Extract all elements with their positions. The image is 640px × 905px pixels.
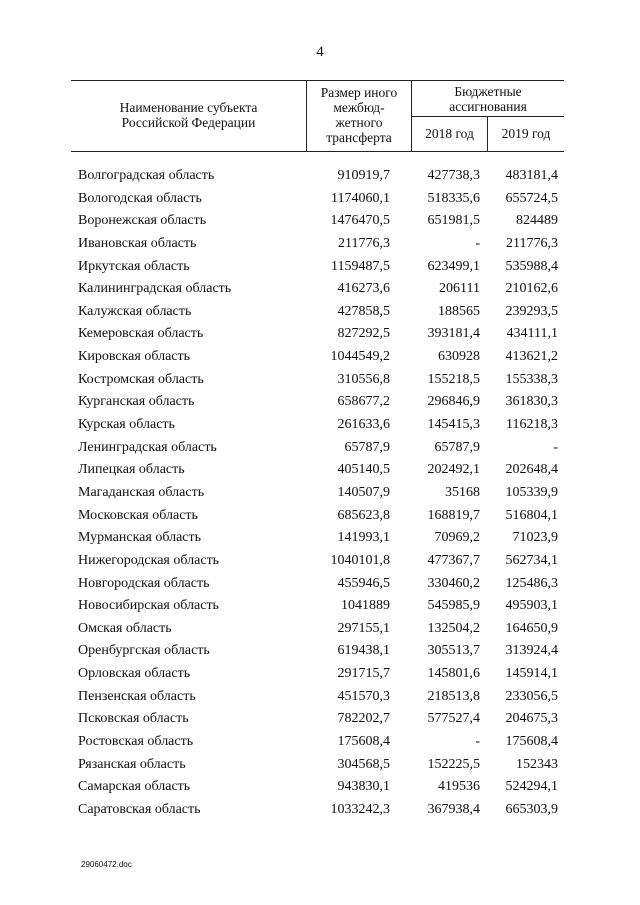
header-transfer-size (307, 85, 411, 145)
transfer-size-cell: 1174060,1 (331, 190, 390, 206)
allocation-2019-cell: 155338,3 (505, 371, 558, 387)
allocation-2018-cell: 623499,1 (427, 258, 480, 274)
table-row (0, 391, 640, 414)
allocation-2019-cell: 361830,3 (505, 394, 558, 410)
subject-name-cell: Кировская область (78, 349, 191, 365)
table-row (0, 346, 640, 369)
table-row (0, 414, 640, 437)
header-size-line-3: жетного (335, 115, 383, 130)
allocation-2019-cell: 202648,4 (505, 462, 558, 478)
transfer-size-cell: 685623,8 (337, 507, 390, 523)
subject-name-cell: Московская область (78, 507, 198, 523)
allocation-2019-cell: 434111,1 (506, 326, 558, 342)
allocation-2019-cell: 233056,5 (505, 688, 558, 704)
allocation-2019-cell: 524294,1 (505, 779, 558, 795)
allocation-2018-cell: 577527,4 (427, 711, 480, 727)
subject-name-cell: Пензенская область (78, 688, 196, 704)
table-row (0, 640, 640, 663)
allocation-2018-cell: - (475, 235, 480, 251)
allocation-2018-cell: 393181,4 (427, 326, 480, 342)
allocation-2019-cell: 495903,1 (505, 598, 558, 614)
allocation-2019-cell: 71023,9 (512, 530, 558, 546)
transfer-size-cell: 943830,1 (337, 779, 390, 795)
allocation-2018-cell: 35168 (445, 484, 480, 500)
table-row (0, 505, 640, 528)
subject-name-cell: Иркутская область (78, 258, 190, 274)
allocation-2018-cell: 305513,7 (427, 643, 480, 659)
transfer-size-cell: 310556,8 (337, 371, 390, 387)
table-row (0, 618, 640, 641)
allocation-2019-cell: 105339,9 (505, 484, 558, 500)
allocation-2018-cell: 630928 (438, 349, 480, 365)
subject-name-cell: Вологодская область (78, 190, 202, 206)
table-row (0, 323, 640, 346)
subject-name-cell: Калужская область (78, 303, 192, 319)
subject-name-cell: Воронежская область (78, 213, 207, 229)
table-row (0, 708, 640, 731)
subject-name-cell: Рязанская область (78, 756, 186, 772)
header-budget-line-1: Бюджетные (454, 84, 522, 99)
header-bottom-rule (71, 151, 564, 152)
document-filename: 29060472.doc (81, 860, 132, 869)
transfer-size-cell: 1476470,5 (330, 213, 390, 229)
allocation-2018-cell: 188565 (438, 303, 480, 319)
allocation-2018-cell: 296846,9 (427, 394, 480, 410)
table-row (0, 731, 640, 754)
allocation-2019-cell: 204675,3 (505, 711, 558, 727)
table-row (0, 595, 640, 618)
subject-name-cell: Магаданская область (78, 484, 205, 500)
subject-name-cell: Новосибирская область (78, 598, 219, 614)
allocation-2018-cell: 218513,8 (427, 688, 480, 704)
transfer-size-cell: 175608,4 (337, 734, 390, 750)
allocation-2019-cell: 211776,3 (506, 235, 558, 251)
transfer-size-cell: 427858,5 (337, 303, 390, 319)
transfer-size-cell: 451570,3 (337, 688, 390, 704)
header-size-line-4: трансферта (326, 130, 392, 145)
allocation-2018-cell: 518335,6 (427, 190, 480, 206)
allocation-2018-cell: - (475, 734, 480, 750)
subject-name-cell: Омская область (78, 620, 172, 636)
allocation-2019-cell: 483181,4 (505, 168, 558, 183)
allocation-2018-cell: 132504,2 (427, 620, 480, 636)
allocation-2019-cell: 413621,2 (505, 349, 558, 365)
allocation-2018-cell: 367938,4 (427, 801, 480, 817)
allocation-2019-cell: 175608,4 (505, 734, 558, 750)
transfer-size-cell: 827292,5 (337, 326, 390, 342)
table-row (0, 459, 640, 482)
table-row (0, 165, 640, 188)
subject-name-cell: Липецкая область (78, 462, 185, 478)
allocation-2019-cell: 665303,9 (505, 801, 558, 817)
subject-name-cell: Нижегородская область (78, 552, 220, 568)
table-body (0, 165, 640, 822)
allocation-2019-cell: 239293,5 (505, 303, 558, 319)
allocation-2018-cell: 145801,6 (427, 666, 480, 682)
subject-name-cell: Курганская область (78, 394, 195, 410)
transfer-size-cell: 1041889 (341, 598, 390, 614)
allocation-2018-cell: 70969,2 (434, 530, 480, 546)
subject-name-cell: Ленинградская область (78, 439, 217, 455)
allocation-2019-cell: 655724,5 (505, 190, 558, 206)
transfer-size-cell: 65787,9 (344, 439, 390, 455)
subject-name-cell: Оренбургская область (78, 643, 210, 659)
allocation-2018-cell: 477367,7 (427, 552, 480, 568)
transfer-size-cell: 211776,3 (338, 235, 390, 251)
table-row (0, 776, 640, 799)
subject-name-cell: Орловская область (78, 666, 191, 682)
subject-name-cell: Костромская область (78, 371, 204, 387)
table-row (0, 188, 640, 211)
transfer-size-cell: 658677,2 (337, 394, 390, 410)
allocation-2019-cell: 313924,4 (505, 643, 558, 659)
table-row (0, 437, 640, 460)
transfer-size-cell: 1044549,2 (330, 349, 390, 365)
subject-name-cell: Волгоградская область (78, 168, 215, 183)
subject-name-cell: Самарская область (78, 779, 191, 795)
allocation-2018-cell: 155218,5 (427, 371, 480, 387)
subject-name-cell: Кемеровская область (78, 326, 204, 342)
table-row (0, 301, 640, 324)
allocation-2018-cell: 206111 (439, 281, 480, 297)
transfer-size-cell: 782202,7 (337, 711, 390, 727)
allocation-2019-cell: 516804,1 (505, 507, 558, 523)
allocation-2018-cell: 152225,5 (427, 756, 480, 772)
allocation-2019-cell: 210162,6 (505, 281, 558, 297)
table-row (0, 233, 640, 256)
header-budget-line-2: ассигнования (449, 99, 527, 114)
subject-name-cell: Псковская область (78, 711, 189, 727)
allocation-2019-cell: 116218,3 (506, 417, 558, 433)
header-size-line-2: межбюд- (333, 100, 385, 115)
allocation-2018-cell: 168819,7 (427, 507, 480, 523)
transfer-size-cell: 297155,1 (337, 620, 390, 636)
header-subject-line-1: Наименование субъекта (119, 100, 258, 115)
transfer-size-cell: 261633,6 (337, 417, 390, 433)
allocation-2018-cell: 65787,9 (434, 439, 480, 455)
transfer-size-cell: 455946,5 (337, 575, 390, 591)
transfer-size-cell: 1033242,3 (330, 801, 390, 817)
transfer-size-cell: 1159487,5 (331, 258, 390, 274)
subject-name-cell: Ивановская область (78, 235, 197, 251)
header-year-2019: 2019 год (501, 126, 551, 141)
table-row (0, 754, 640, 777)
transfer-size-cell: 416273,6 (337, 281, 390, 297)
header-top-rule (71, 80, 564, 81)
allocation-2019-cell: 125486,3 (505, 575, 558, 591)
allocation-2018-cell: 545985,9 (427, 598, 480, 614)
transfer-size-cell: 141993,1 (337, 530, 390, 546)
header-subject-line-2: Российской Федерации (121, 115, 256, 130)
table-row (0, 686, 640, 709)
transfer-size-cell: 910919,7 (337, 168, 390, 183)
allocation-2018-cell: 419536 (438, 779, 480, 795)
allocation-2018-cell: 202492,1 (427, 462, 480, 478)
table-row (0, 799, 640, 822)
allocation-2019-cell: 145914,1 (505, 666, 558, 682)
subject-name-cell: Саратовская область (78, 801, 201, 817)
allocation-2019-cell: 535988,4 (505, 258, 558, 274)
table-row (0, 210, 640, 233)
header-budget-allocations (412, 84, 564, 114)
allocation-2019-cell: 562734,1 (505, 552, 558, 568)
table-row (0, 369, 640, 392)
transfer-size-cell: 1040101,8 (330, 552, 390, 568)
transfer-size-cell: 140507,9 (337, 484, 390, 500)
table-row (0, 256, 640, 279)
allocation-2018-cell: 330460,2 (427, 575, 480, 591)
header-subject-name (71, 100, 306, 130)
subject-name-cell: Новгородская область (78, 575, 210, 591)
header-year-2018: 2018 год (425, 126, 474, 141)
table-row (0, 482, 640, 505)
transfer-size-cell: 304568,5 (337, 756, 390, 772)
allocation-2019-cell: - (553, 439, 558, 455)
allocation-2018-cell: 427738,3 (427, 168, 480, 183)
transfer-size-cell: 405140,5 (337, 462, 390, 478)
allocation-2018-cell: 651981,5 (427, 213, 480, 229)
allocation-2019-cell: 164650,9 (505, 620, 558, 636)
table-row (0, 550, 640, 573)
subject-name-cell: Курская область (78, 417, 175, 433)
page-number: 4 (316, 44, 324, 60)
allocation-2018-cell: 145415,3 (427, 417, 480, 433)
subject-name-cell: Калининградская область (78, 281, 232, 297)
allocation-2019-cell: 152343 (516, 756, 558, 772)
table-row (0, 527, 640, 550)
table-row (0, 663, 640, 686)
table-row (0, 573, 640, 596)
subject-name-cell: Мурманская область (78, 530, 202, 546)
table-row (0, 278, 640, 301)
transfer-size-cell: 619438,1 (337, 643, 390, 659)
transfer-size-cell: 291715,7 (337, 666, 390, 682)
allocation-2019-cell: 824489 (516, 213, 558, 229)
subject-name-cell: Ростовская область (78, 734, 194, 750)
header-size-line-1: Размер иного (320, 85, 398, 100)
